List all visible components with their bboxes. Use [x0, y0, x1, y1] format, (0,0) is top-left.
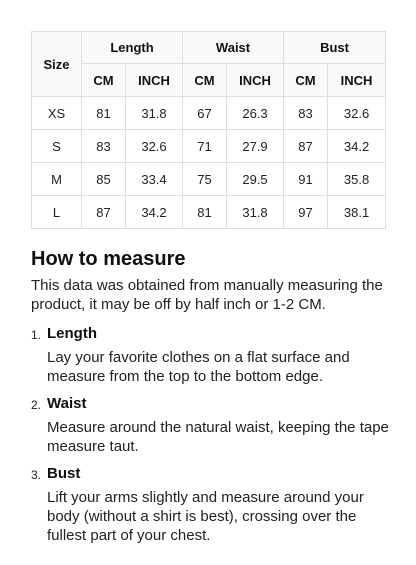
step-number: 1.: [31, 328, 42, 342]
step-length: [31, 324, 391, 386]
table-cell: 83: [82, 130, 126, 163]
bust-header: Bust: [284, 32, 386, 64]
table-cell: 34.2: [126, 196, 183, 229]
step-description: Lay your favorite clothes on a flat surface and measure from the top to the bottom edge.: [47, 349, 350, 385]
table-cell: 81: [183, 196, 227, 229]
how-to-measure-heading: How to measure: [31, 248, 186, 270]
unit-header: INCH: [227, 64, 284, 97]
table-row: [32, 196, 386, 229]
table-row: [32, 163, 386, 196]
unit-header: CM: [82, 64, 126, 97]
table-cell: 26.3: [227, 97, 284, 130]
table-cell: 31.8: [227, 196, 284, 229]
measurement-disclaimer: This data was obtained from manually measuring the product, it may be off by half inch or 1-2 CM.: [31, 277, 383, 313]
table-cell: 32.6: [126, 130, 183, 163]
size-cell: L: [32, 196, 82, 229]
length-header: Length: [82, 32, 183, 64]
unit-header: INCH: [328, 64, 386, 97]
table-cell: 75: [183, 163, 227, 196]
step-title: Bust: [47, 465, 81, 482]
table-unit-row: [32, 64, 386, 97]
table-cell: 33.4: [126, 163, 183, 196]
measurement-steps-list: [31, 324, 391, 553]
table-cell: 81: [82, 97, 126, 130]
table-cell: 97: [284, 196, 328, 229]
step-description: Lift your arms slightly and measure around your body (without a shirt is best), crossing over the fullest part of your chest.: [47, 489, 364, 544]
size-column-header: Size: [32, 32, 82, 97]
step-waist: [31, 394, 391, 456]
table-cell: 71: [183, 130, 227, 163]
table-cell: 38.1: [328, 196, 386, 229]
step-number: 3.: [31, 468, 42, 482]
table-cell: 67: [183, 97, 227, 130]
table-cell: 83: [284, 97, 328, 130]
unit-header: INCH: [126, 64, 183, 97]
waist-header: Waist: [183, 32, 284, 64]
table-cell: 87: [284, 130, 328, 163]
step-number: 2.: [31, 398, 42, 412]
size-cell: M: [32, 163, 82, 196]
table-cell: 29.5: [227, 163, 284, 196]
table-row: [32, 130, 386, 163]
step-title: Length: [47, 325, 97, 342]
unit-header: CM: [183, 64, 227, 97]
table-cell: 87: [82, 196, 126, 229]
table-cell: 31.8: [126, 97, 183, 130]
table-header-row: [32, 32, 386, 64]
table-cell: 34.2: [328, 130, 386, 163]
unit-header: CM: [284, 64, 328, 97]
table-cell: 32.6: [328, 97, 386, 130]
size-cell: XS: [32, 97, 82, 130]
table-cell: 27.9: [227, 130, 284, 163]
size-chart-table: [31, 31, 386, 229]
table-cell: 91: [284, 163, 328, 196]
step-title: Waist: [47, 395, 87, 412]
table-row: [32, 97, 386, 130]
step-description: Measure around the natural waist, keeping the tape measure taut.: [47, 419, 389, 455]
table-cell: 85: [82, 163, 126, 196]
step-bust: [31, 464, 391, 545]
size-cell: S: [32, 130, 82, 163]
table-cell: 35.8: [328, 163, 386, 196]
